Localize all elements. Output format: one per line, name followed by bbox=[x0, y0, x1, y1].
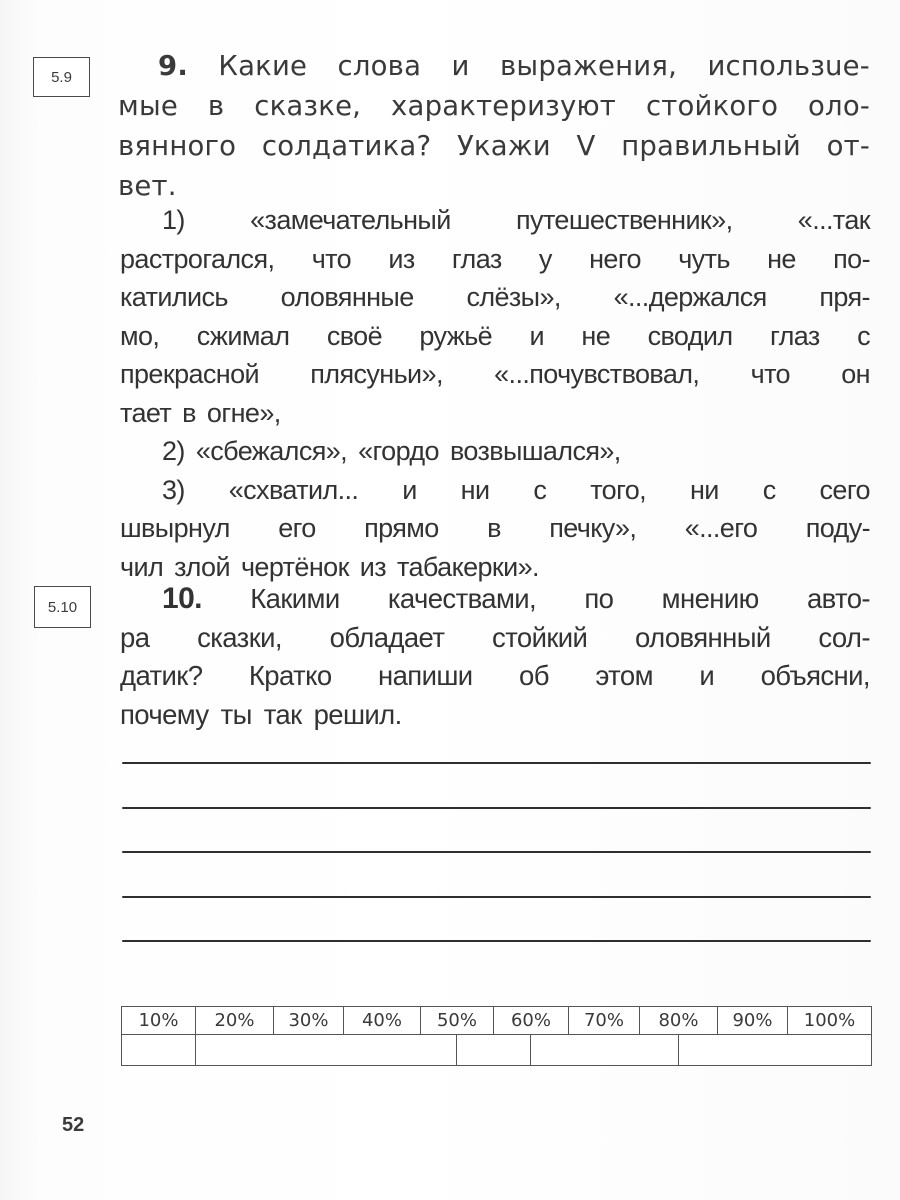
word: мнению bbox=[661, 583, 759, 614]
score-header-cell: 30% bbox=[273, 1006, 344, 1035]
word: «...держался bbox=[613, 282, 767, 312]
word: почему bbox=[120, 698, 209, 730]
score-header-cell: 70% bbox=[568, 1006, 640, 1035]
word: сводил bbox=[647, 320, 733, 351]
word: вет. bbox=[118, 170, 177, 202]
option-line bbox=[120, 509, 870, 548]
word: решил. bbox=[313, 698, 402, 730]
option-number: 2) bbox=[162, 436, 185, 466]
word: обладает bbox=[329, 621, 445, 653]
word: в bbox=[487, 513, 501, 543]
answer-line-2[interactable] bbox=[122, 807, 871, 809]
word: злой bbox=[174, 551, 230, 582]
question-10-line-2 bbox=[120, 619, 870, 658]
option-number: 1) bbox=[162, 205, 185, 235]
word: солдатика? bbox=[261, 130, 432, 162]
word: ружьё bbox=[419, 320, 493, 351]
word: чуть bbox=[678, 243, 730, 274]
word: Какие bbox=[218, 50, 308, 82]
score-input-cell[interactable] bbox=[195, 1035, 457, 1066]
word: швырнул bbox=[120, 513, 230, 543]
task-code-label: 5.9 bbox=[51, 68, 72, 86]
word: выражения, bbox=[500, 50, 678, 82]
word: «схватил... bbox=[228, 474, 359, 505]
word: с bbox=[533, 474, 547, 505]
word: что bbox=[750, 359, 790, 389]
option-line bbox=[120, 201, 870, 240]
question-10-line-1 bbox=[120, 580, 870, 619]
word: тает bbox=[120, 397, 172, 428]
word: плясуньи», bbox=[310, 359, 443, 389]
score-header-row bbox=[121, 1006, 871, 1035]
word: стойкий bbox=[492, 621, 588, 653]
question-10-line-3 bbox=[120, 657, 870, 696]
word: и bbox=[451, 50, 470, 82]
word: поду- bbox=[805, 513, 870, 543]
word: ни bbox=[689, 474, 719, 505]
score-header-cell: 90% bbox=[717, 1006, 788, 1035]
word: от- bbox=[826, 130, 870, 162]
word: и bbox=[402, 474, 417, 505]
word: Укажи bbox=[456, 130, 551, 162]
word: глаз bbox=[451, 243, 502, 274]
word: катились bbox=[120, 282, 228, 312]
question-10-line-4 bbox=[120, 696, 870, 735]
word: того, bbox=[590, 474, 647, 505]
word: прекрасной bbox=[120, 359, 260, 389]
word: качествами, bbox=[387, 583, 537, 614]
word: слова bbox=[337, 50, 422, 82]
word: стойкого bbox=[645, 90, 779, 122]
word: сказки, bbox=[197, 621, 282, 653]
word: он bbox=[841, 359, 870, 389]
checkmark-symbol: V bbox=[576, 130, 596, 162]
word: мо, bbox=[120, 320, 160, 351]
score-input-row bbox=[121, 1035, 871, 1066]
answer-option-3[interactable] bbox=[120, 471, 870, 587]
score-header-cell: 100% bbox=[787, 1006, 872, 1035]
question-9-line-2 bbox=[118, 86, 870, 126]
option-line bbox=[120, 355, 870, 394]
word: его bbox=[278, 513, 316, 543]
word: об bbox=[519, 660, 549, 691]
word: него bbox=[589, 243, 641, 274]
word: сего bbox=[819, 474, 870, 505]
word: «...почувствовал, bbox=[494, 359, 700, 389]
word: в bbox=[207, 90, 225, 122]
score-header-cell: 20% bbox=[195, 1006, 274, 1035]
word: оло- bbox=[808, 90, 870, 122]
word: чил bbox=[120, 551, 164, 582]
answer-option-1[interactable] bbox=[120, 201, 870, 432]
word: мые bbox=[118, 90, 178, 122]
word: по- bbox=[833, 243, 870, 274]
word: правильный bbox=[621, 130, 801, 162]
score-input-cell[interactable] bbox=[121, 1035, 196, 1066]
score-header-cell: 40% bbox=[343, 1006, 421, 1035]
word: использue- bbox=[707, 50, 870, 82]
word: у bbox=[538, 243, 552, 274]
word: сол- bbox=[818, 621, 870, 653]
word: растрогался, bbox=[120, 243, 275, 274]
word: датик? bbox=[120, 660, 203, 691]
word: чертёнок bbox=[240, 551, 349, 582]
score-header-cell: 60% bbox=[493, 1006, 569, 1035]
word: ра bbox=[120, 621, 150, 653]
question-9-line-1 bbox=[118, 46, 870, 86]
word: Кратко bbox=[248, 660, 332, 691]
word: Какими bbox=[250, 583, 340, 614]
option-line bbox=[120, 278, 870, 317]
word: слёзы», bbox=[466, 282, 561, 312]
word: авто- bbox=[806, 583, 870, 614]
answer-line-1[interactable] bbox=[122, 762, 871, 764]
option-number: 3) bbox=[162, 474, 185, 505]
task-code-label: 5.10 bbox=[47, 598, 78, 616]
word: из bbox=[388, 243, 415, 274]
word: «гордо bbox=[358, 436, 439, 466]
word: пря- bbox=[819, 282, 870, 312]
answer-options bbox=[120, 201, 870, 586]
word: «замечательный bbox=[250, 205, 451, 235]
question-9-line-3 bbox=[118, 126, 870, 166]
word: с bbox=[857, 320, 870, 351]
word: не bbox=[581, 320, 611, 351]
word: сказке, bbox=[254, 90, 362, 122]
word: и bbox=[699, 660, 715, 691]
question-number: 10. bbox=[162, 582, 202, 615]
score-input-cell[interactable] bbox=[456, 1035, 531, 1066]
answer-writing-area[interactable] bbox=[122, 762, 871, 985]
word: оловянные bbox=[280, 282, 414, 312]
word: печку», bbox=[549, 513, 637, 543]
word: этом bbox=[595, 660, 653, 691]
word: в bbox=[182, 397, 196, 428]
word: не bbox=[767, 243, 796, 274]
answer-line-3[interactable] bbox=[122, 851, 871, 853]
question-9-line-4 bbox=[118, 166, 870, 206]
word: «...так bbox=[797, 205, 870, 235]
question-10 bbox=[120, 580, 870, 734]
word: характеризуют bbox=[391, 90, 617, 122]
word: объясни, bbox=[760, 660, 870, 691]
word: глаз bbox=[769, 320, 820, 351]
word: прямо bbox=[364, 513, 439, 543]
word: напиши bbox=[378, 660, 473, 691]
word: ни bbox=[460, 474, 490, 505]
word: «...его bbox=[684, 513, 758, 543]
page-number: 52 bbox=[62, 1114, 85, 1136]
option-line bbox=[120, 471, 870, 510]
word: табакерки». bbox=[397, 551, 539, 582]
word: «сбежался», bbox=[195, 436, 348, 466]
word: с bbox=[762, 474, 776, 505]
word: вянного bbox=[118, 130, 237, 162]
answer-line-5[interactable] bbox=[122, 940, 871, 942]
word: по bbox=[584, 583, 614, 614]
option-line bbox=[120, 394, 870, 433]
task-code-box-5-10 bbox=[34, 586, 91, 628]
score-input-cell[interactable] bbox=[678, 1035, 872, 1066]
word: ты bbox=[220, 698, 252, 730]
question-9 bbox=[118, 46, 870, 206]
word: сжимал bbox=[196, 320, 290, 351]
word: из bbox=[359, 551, 387, 582]
option-line bbox=[120, 240, 870, 279]
word: что bbox=[311, 243, 352, 274]
word: огне», bbox=[206, 397, 281, 428]
score-input-cell[interactable] bbox=[530, 1035, 679, 1066]
word: так bbox=[263, 698, 302, 730]
option-line bbox=[120, 432, 870, 471]
word: и bbox=[529, 320, 544, 351]
word: возвышался», bbox=[449, 436, 621, 466]
task-code-box-5-9 bbox=[33, 57, 90, 97]
word: путешественник», bbox=[516, 205, 733, 235]
word: своё bbox=[326, 320, 382, 351]
score-percent-table bbox=[121, 1006, 871, 1067]
option-line bbox=[120, 317, 870, 356]
word: оловянный bbox=[635, 621, 771, 653]
score-header-cell: 80% bbox=[639, 1006, 718, 1035]
score-header-cell: 10% bbox=[121, 1006, 196, 1035]
answer-line-4[interactable] bbox=[122, 896, 871, 898]
answer-option-2[interactable] bbox=[120, 432, 870, 471]
score-header-cell: 50% bbox=[420, 1006, 494, 1035]
question-number: 9. bbox=[158, 50, 188, 82]
